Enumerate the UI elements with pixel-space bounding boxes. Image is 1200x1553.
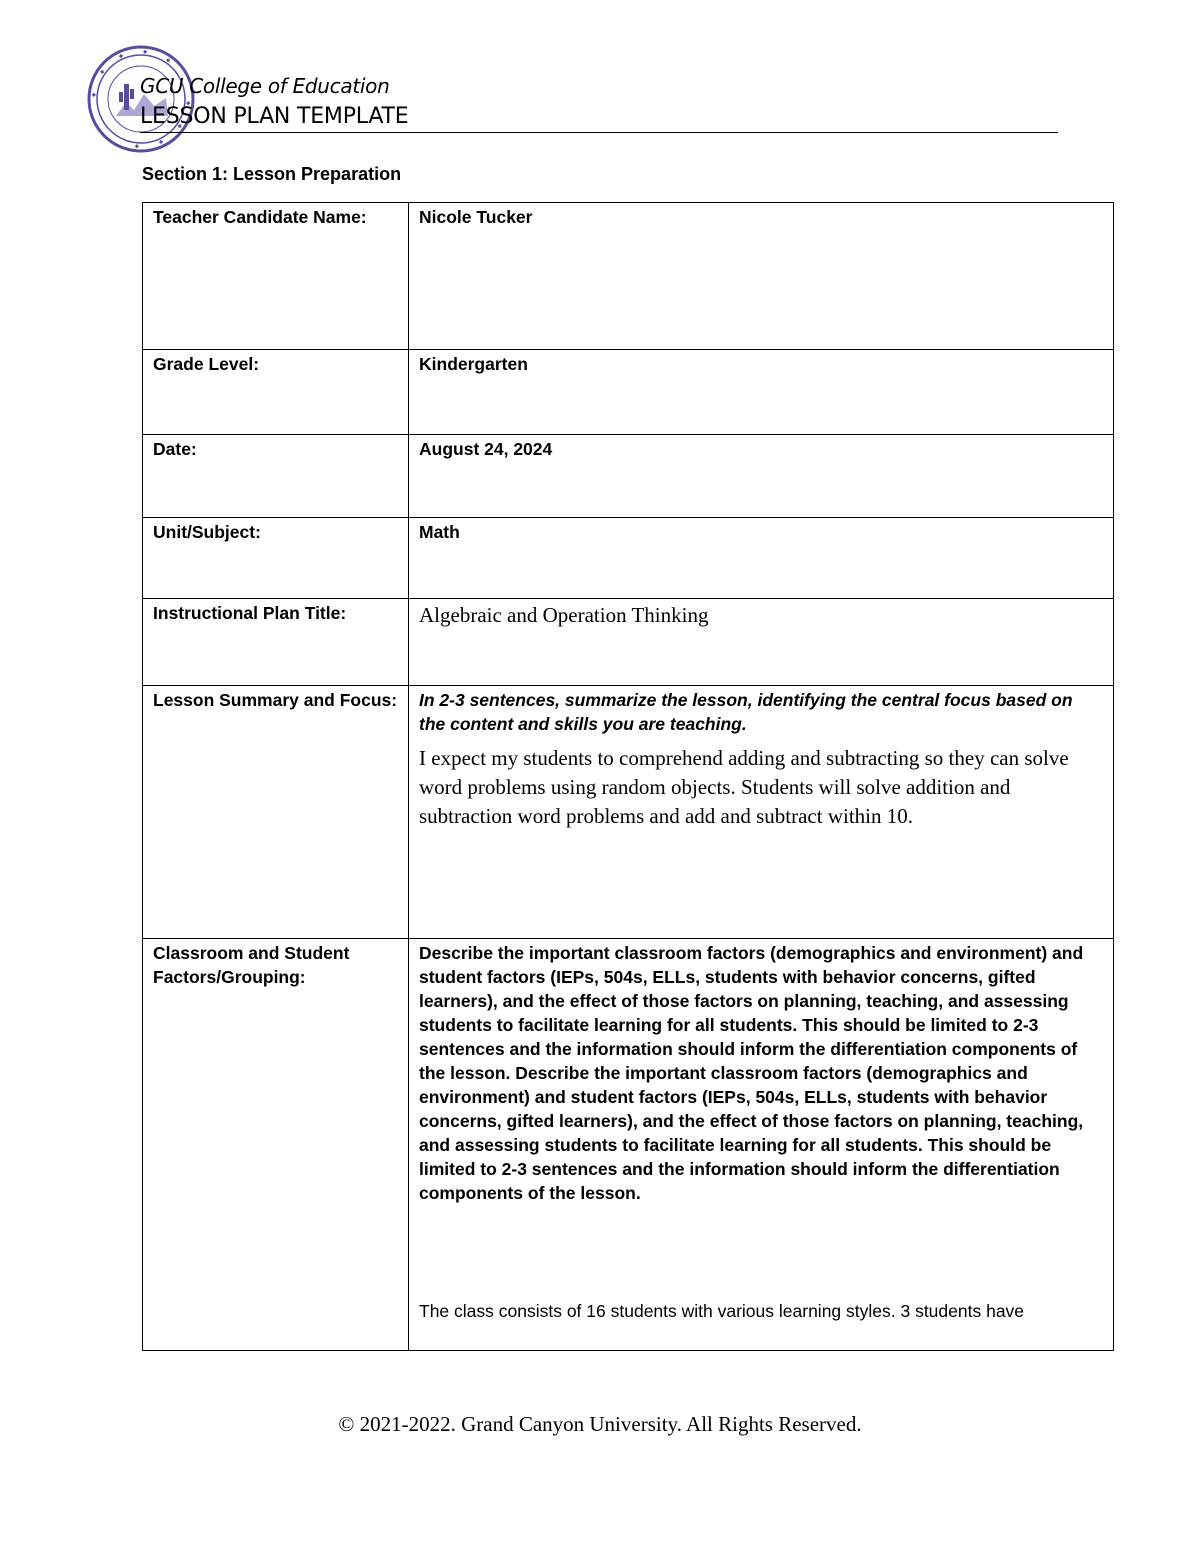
table-row-grade bbox=[143, 350, 1114, 435]
date-label: Date: bbox=[143, 435, 409, 518]
section-heading: Section 1: Lesson Preparation bbox=[142, 164, 402, 184]
table-row-summary bbox=[143, 686, 1114, 939]
factors-cell[interactable] bbox=[409, 939, 1114, 1351]
header-divider bbox=[140, 132, 1058, 133]
table-row-factors bbox=[143, 939, 1114, 1351]
gcu-seal-icon bbox=[86, 44, 196, 154]
teacher-name-value[interactable]: Nicole Tucker bbox=[409, 203, 1114, 350]
copyright-footer: © 2021-2022. Grand Canyon University. All Rights Reserved. bbox=[338, 1412, 862, 1436]
unit-subject-value[interactable]: Math bbox=[409, 518, 1114, 599]
summary-cell[interactable] bbox=[409, 686, 1114, 939]
plan-title-value: Algebraic and Operation Thinking bbox=[419, 603, 709, 627]
factors-response: The class consists of 16 students with various learning styles. 3 students have bbox=[419, 1301, 1025, 1321]
table-row-plan-title bbox=[143, 599, 1114, 686]
table-row-teacher bbox=[143, 203, 1114, 350]
summary-label: Lesson Summary and Focus: bbox=[143, 686, 409, 939]
factors-prompt: Describe the important classroom factors (demographics and environment) and student factors (IEPs, 504s, ELLs, students with behavior concerns, gifted learners), and the effect of those factors on planning, teaching, and assessing students to facilitate learning for all students. This should be limited to 2-3 sentences and the information should inform the differentiation components of the lesson. Describe the important classroom factors (demographics and environment) and student factors (IEPs, 504s, ELLs, students with behavior concerns, gifted learners), and the effect of those factors on planning, teaching, and assessing students to facilitate learning for all students. This should be limited to 2-3 sentences and the information should inform the differentiation components of the lesson. bbox=[419, 943, 1084, 1203]
plan-title-cell[interactable] bbox=[409, 599, 1114, 686]
grade-level-label: Grade Level: bbox=[143, 350, 409, 435]
unit-subject-label: Unit/Subject: bbox=[143, 518, 409, 599]
table-row-date bbox=[143, 435, 1114, 518]
summary-prompt: In 2-3 sentences, summarize the lesson, identifying the central focus based on the content and skills you are teaching. bbox=[419, 690, 1073, 734]
grade-level-value[interactable]: Kindergarten bbox=[409, 350, 1114, 435]
college-name: GCU College of Education bbox=[140, 74, 390, 98]
table-row-unit bbox=[143, 518, 1114, 599]
lesson-plan-table bbox=[142, 202, 1114, 1351]
template-title: LESSON PLAN TEMPLATE bbox=[140, 104, 409, 129]
teacher-name-label: Teacher Candidate Name: bbox=[143, 203, 409, 350]
plan-title-label: Instructional Plan Title: bbox=[143, 599, 409, 686]
date-value[interactable]: August 24, 2024 bbox=[409, 435, 1114, 518]
summary-response: I expect my students to comprehend adding and subtracting so they can solve word problems using random objects. Students will solve addition and subtraction word problems and add and subtract within 10. bbox=[419, 746, 1069, 828]
factors-label: Classroom and Student Factors/Grouping: bbox=[143, 939, 409, 1351]
